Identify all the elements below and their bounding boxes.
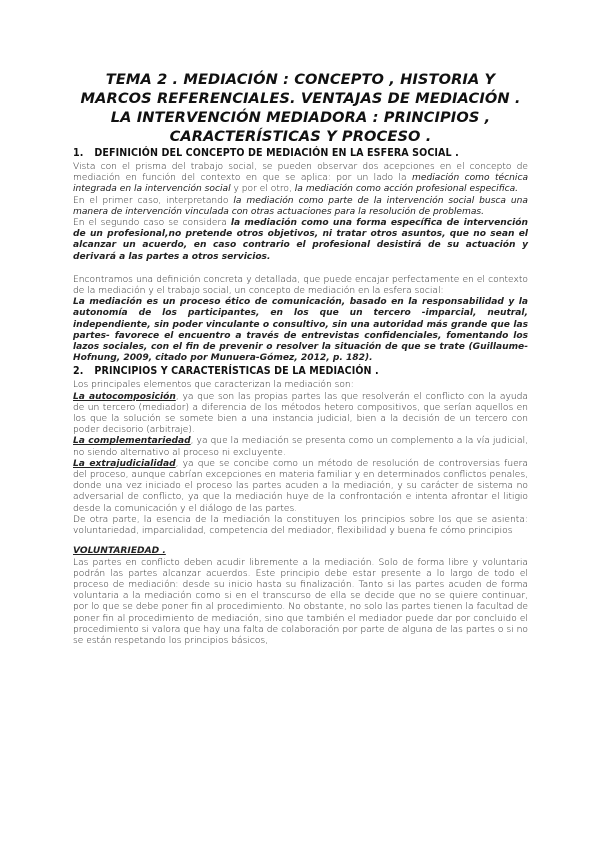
bold-italic-run: La mediación es un proceso ético de comunicación, basado en la responsabilidad y la autonomía de los participantes, en los que un tercero -imparcial, neutral, independiente, sin poder vinculante o consultivo, sin una autoridad más grande que las partes- favorece el encuentro a través de entrevistas confidenciales, fomentando los lazos sociales, con el fin de prevenir o resolver la situación de que se trate (73, 297, 528, 353)
section-title-1: DEFINICIÓN DEL CONCEPTO DE MEDIACIÓN EN LA ESFERA SOCIAL . (94, 147, 459, 159)
paragraph-segundo-caso (73, 218, 528, 263)
term-complementariedad: La complementariedad (73, 436, 191, 447)
paragraph-autocomposicion (73, 392, 528, 437)
text-run: En el segundo caso se considera (73, 218, 231, 229)
section-title-2: PRINCIPIOS Y CARACTERÍSTICAS DE LA MEDIACIÓN . (94, 365, 379, 378)
italic-run: la mediación como acción profesional especifica. (294, 184, 519, 195)
paragraph-principios: De otra parte, la esencia de la mediación la constituyen los principios sobre los que se asienta: voluntariedad, imparcialidad, competencia del mediador, flexibilidad y buena fe cómo principios (73, 514, 528, 537)
subheading-voluntariedad (73, 546, 528, 557)
citation: (Guillaume-Hofnung, 2009, citado por Munuera-Gómez, 2012, p. 182). (73, 342, 528, 364)
term-autocomposicion: La autocomposición (73, 391, 176, 402)
paragraph-complementariedad (73, 436, 528, 458)
paragraph-voluntariedad: Las partes en conflicto deben acudir libremente a la mediación. Solo de forma libre y voluntaria podrán las partes alcanzar acuerdos. Este principio debe estar presente a lo largo de todo el proceso de mediación: desde su inicio hasta su finalización. Tanto si las partes acuden de forma voluntaria a la mediación como si en el transcurso de ella se decide que no se quiere continuar, por lo que se debe poner fin al procedimiento. No obstante, no solo las partes tienen la facultad de poner fin al procedimiento de mediación, sino que también el mediador puede dar por concluido el procedimiento si valora que hay una falta de colaboración por parte de alguna de las partes o si no se están respetando los principios básicos, (73, 557, 528, 646)
italic-run: mediación como técnica integrada en la intervención social (73, 173, 529, 195)
text-run: y por el otro, (230, 184, 295, 195)
text-run: Vista con el prisma del trabajo social, se pueden observar dos acepciones en el concepto de mediación en función del contexto en que se aplica: por un lado la (73, 162, 528, 184)
text-run: , ya que la mediación se presenta como un complemento a la vía judicial, no siendo alternativo al proceso ni excluyente. (73, 436, 528, 458)
section-heading-2 (73, 364, 528, 378)
text-run: , ya que se concibe como un método de resolución de controversias fuera del proceso, aunque cabrían excepciones en materia familiar y en determinados conflictos penales, donde una vez iniciado el proceso las partes acuden a la mediación, y su carácter de sistema no adversarial de conflicto, ya que la mediación huye de la confrontación e intenta afrontar el litigio desde la comunicación y el diálogo de las partes. (73, 458, 528, 514)
paragraph-elementos-intro: Los principales elementos que caracterizan la mediación son: (73, 380, 354, 391)
italic-run: la mediación como parte de la intervención social busca una manera de intervención vinculada con otras actuaciones para la resolución de problemas. (73, 195, 528, 217)
bold-italic-run: la mediación como una forma específica de intervención de un profesional,no pretende otros objetivos, ni tratar otros asuntos, que no sean el alcanzar un acuerdo, en caso contrario el profesional desistirá de su actuación y derivará a las partes a otros servicios. (73, 218, 528, 262)
text-run: En el primer caso, interpretando (73, 195, 234, 206)
paragraph-extrajudicialidad (73, 459, 528, 515)
section-heading-1 (73, 146, 528, 160)
paragraph-definicion-quote (73, 297, 528, 364)
text-run: , ya que son las propias partes las que resolverán el conflicto con la ayuda de un tercero (mediador) a diferencia de los métodos hetero compositivos, que serían aquellos en los que la solución se somete bien a una instancia judicial, bien a la decisión de un tercero con poder decisorio (arbitraje). (73, 391, 528, 436)
paragraph-primer-caso (73, 196, 528, 218)
section-number-2: 2. (73, 365, 84, 378)
paragraph-definicion-intro: Encontramos una definición concreta y detallada, que puede encajar perfectamente en el contexto de la mediación y el trabajo social, un concepto de mediación en la esfera social: (73, 274, 528, 297)
section-number-1: 1. (73, 147, 84, 159)
term-extrajudicialidad: La extrajudicialidad (73, 458, 176, 469)
paragraph-acepciones (73, 162, 528, 196)
term-voluntariedad: VOLUNTARIEDAD . (73, 546, 166, 557)
page-title: TEMA 2 . MEDIACIÓN : CONCEPTO , HISTORIA Y MARCOS REFERENCIALES. VENTAJAS DE MEDIACIÓN . LA INTERVENCIÓN MEDIADORA : PRINCIPIOS , CARACTERÍSTICAS Y PROCESO . (80, 71, 521, 145)
